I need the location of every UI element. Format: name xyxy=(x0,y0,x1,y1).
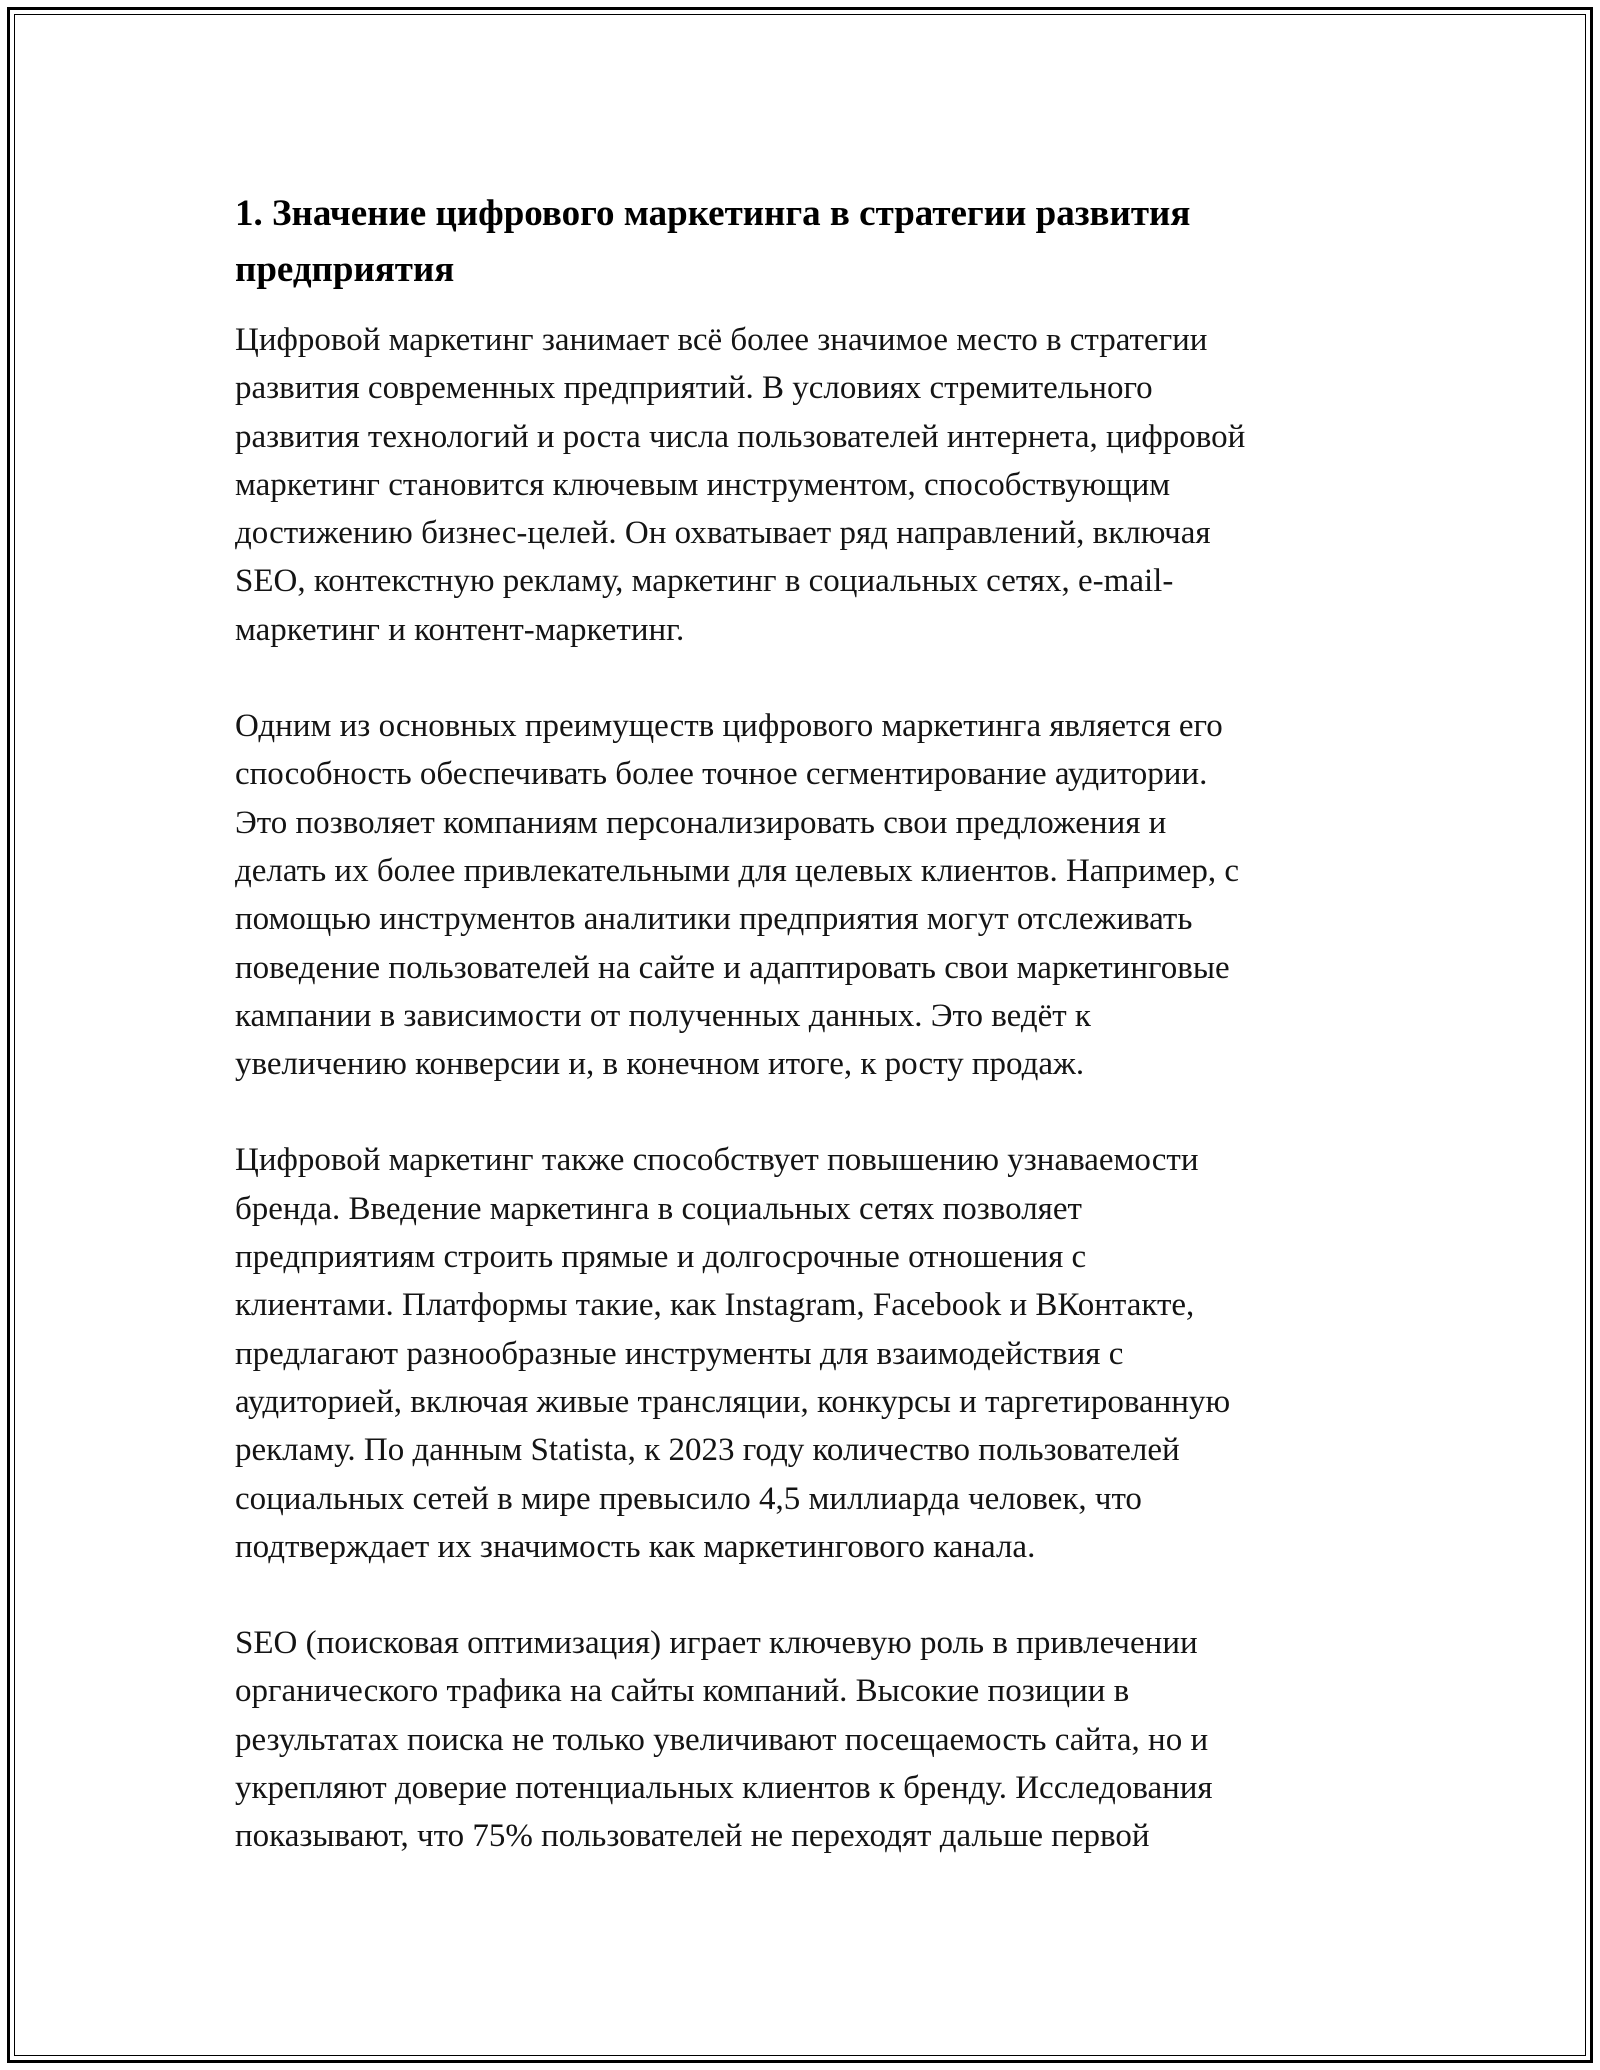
paragraph-line: предприятиям строить прямые и долгосрочные отношения с xyxy=(235,1239,1087,1276)
heading-line: предприятия xyxy=(235,249,455,290)
document-body xyxy=(235,186,1375,1909)
paragraph-line: укрепляют доверие потенциальных клиентов к бренду. Исследования xyxy=(235,1770,1213,1807)
paragraph-line: развития технологий и роста числа пользователей интернета, цифровой xyxy=(235,418,1246,455)
paragraph-line: органического трафика на сайты компаний. Высокие позиции в xyxy=(235,1673,1130,1710)
paragraph-brand-awareness xyxy=(235,1136,1375,1571)
paragraph-line: Цифровой маркетинг занимает всё более значимое место в стратегии xyxy=(235,322,1208,358)
paragraph-line: SEO (поисковая оптимизация) играет ключевую роль в привлечении xyxy=(235,1625,1198,1662)
paragraph-line: показывают, что 75% пользователей не переходят дальше первой xyxy=(235,1818,1150,1855)
paragraph-line: результатах поиска не только увеличивают посещаемость сайта, но и xyxy=(235,1721,1209,1758)
paragraph-segmentation xyxy=(235,702,1375,1088)
paragraph-line: предлагают разнообразные инструменты для взаимодействия с xyxy=(235,1335,1124,1372)
section-heading xyxy=(235,186,1375,298)
paragraph-line: поведение пользователей на сайте и адаптировать свои маркетинговые xyxy=(235,949,1230,986)
paragraph-line: клиентами. Платформы такие, как Instagram, Facebook и ВКонтакте, xyxy=(235,1287,1195,1324)
paragraph-line: увеличению конверсии и, в конечном итоге, к росту продаж. xyxy=(235,1046,1085,1083)
paragraph-line: маркетинг становится ключевым инструментом, способствующим xyxy=(235,466,1171,503)
paragraph-line: подтверждает их значимость как маркетингового канала. xyxy=(235,1528,1036,1565)
paragraph-line: бренда. Введение маркетинга в социальных сетях позволяет xyxy=(235,1190,1082,1227)
paragraph-line: аудиторией, включая живые трансляции, конкурсы и таргетированную xyxy=(235,1383,1231,1420)
paragraph-line: делать их более привлекательными для целевых клиентов. Например, с xyxy=(235,852,1240,889)
paragraph-line: помощью инструментов аналитики предприятия могут отслеживать xyxy=(235,901,1193,938)
paragraph-line: достижению бизнес-целей. Он охватывает ряд направлений, включая xyxy=(235,515,1211,552)
paragraph-seo xyxy=(235,1619,1375,1860)
paragraph-line: Это позволяет компаниям персонализировать свои предложения и xyxy=(235,804,1167,841)
paragraph-line: рекламу. По данным Statista, к 2023 году количество пользователей xyxy=(235,1432,1180,1469)
paragraph-line: кампании в зависимости от полученных данных. Это ведёт к xyxy=(235,997,1091,1034)
paragraph-line: SEO, контекстную рекламу, маркетинг в социальных сетях, e-mail- xyxy=(235,563,1174,600)
paragraph-line: развития современных предприятий. В условиях стремительного xyxy=(235,370,1153,407)
heading-line: 1. Значение цифрового маркетинга в стратегии развития xyxy=(235,193,1191,234)
paragraph-line: Одним из основных преимуществ цифрового маркетинга является его xyxy=(235,708,1223,745)
paragraph-intro xyxy=(235,316,1375,654)
paragraph-line: маркетинг и контент-маркетинг. xyxy=(235,611,685,648)
paragraph-line: социальных сетей в мире превысило 4,5 миллиарда человек, что xyxy=(235,1480,1142,1517)
paragraph-line: Цифровой маркетинг также способствует повышению узнаваемости xyxy=(235,1142,1199,1179)
paragraph-line: способность обеспечивать более точное сегментирование аудитории. xyxy=(235,756,1208,793)
